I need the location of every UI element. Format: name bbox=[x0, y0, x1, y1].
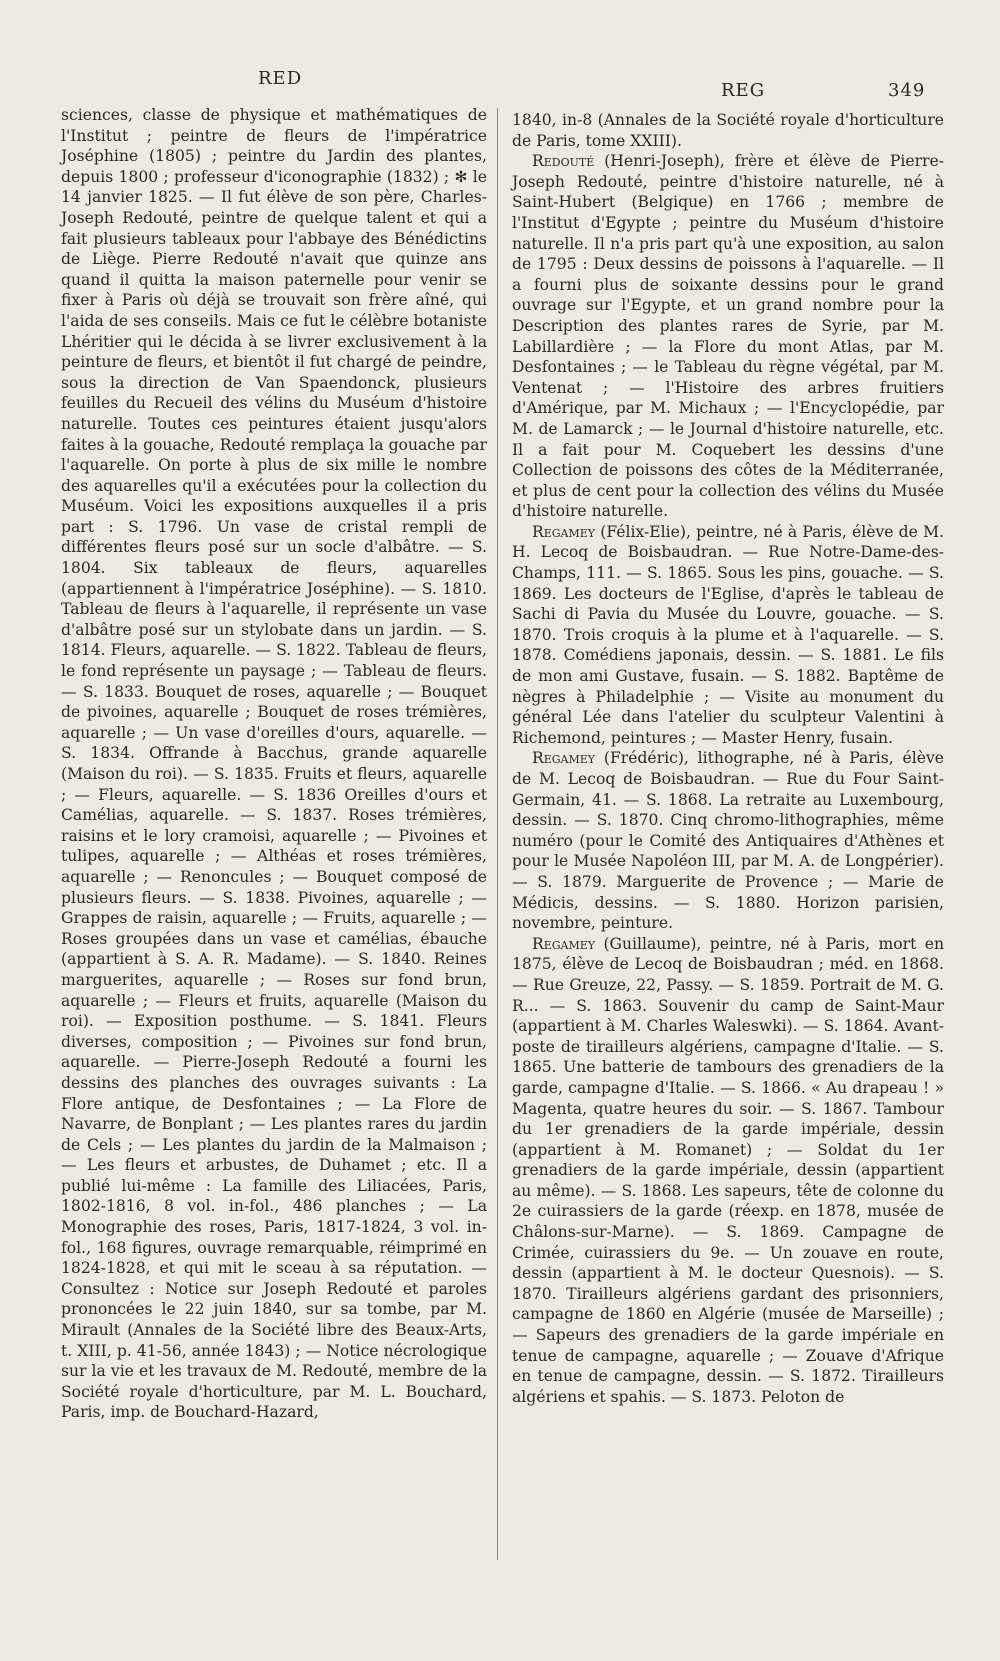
header-center-word: REG bbox=[721, 80, 766, 101]
entry-name: Regamey bbox=[532, 749, 596, 768]
right-column bbox=[512, 110, 944, 1407]
entry-name: Regamey bbox=[532, 522, 596, 541]
entry-name: Redouté bbox=[532, 152, 595, 171]
running-header bbox=[0, 66, 1000, 101]
column-divider bbox=[497, 108, 498, 1560]
entry-text: (Guillaume), peintre, né à Paris, mort en 1875, élève de Lecoq de Boisbaudran ; méd. en 1868. — Rue Greuze, 22, Passy. — S. 1859. Portrait de M. G. R... — S. 1863. Souvenir du camp de Saint-Maur (appartient à M. Charles Waleswki). — S. 1864. Avant-poste de tirailleurs algériens, campagne d'Italie. — S. 1865. Une batterie de tambours des grenadiers de la garde, campagne d'Italie. — S. 1866. « Au drapeau ! » Magenta, quatre heures du soir. — S. 1867. Tambour du 1er grenadiers de la garde impériale, dessin (appartient à M. Romanet) ; — Soldat du 1er grenadiers de la garde impériale, dessin (appartient au même). — S. 1868. Les sapeurs, tête de colonne du 2e cuirassiers de la garde (réexp. en 1878, musée de Châlons-sur-Marne). — S. 1869. Campagne de Crimée, cuirassiers du 9e. — Un zouave en route, dessin (appartient à M. le docteur Quesnois). — S. 1870. Tirailleurs algériens gardant des prisonniers, campagne de 1860 en Algérie (musée de Marseille) ; — Sapeurs des grenadiers de la garde impériale en tenue de campagne, aquarelle ; — Zouave d'Afrique en tenue de campagne, dessin. — S. 1872. Tirailleurs algériens et spahis. — S. 1873. Peloton de bbox=[512, 934, 944, 1406]
entry-text: (Félix-Elie), peintre, né à Paris, élève de M. H. Lecoq de Boisbaudran. — Rue Notre-Dame-des-Champs, 111. — S. 1865. Sous les pins, gouache. — S. 1869. Les docteurs de l'Eglise, d'après le tableau de Sachi di Pavia du Musée du Louvre, gouache. — S. 1870. Trois croquis à la plume et à l'aquarelle. — S. 1878. Comédiens japonais, dessin. — S. 1881. Le fils de mon ami Gustave, fusain. — S. 1882. Baptême de nègres à Philadelphie ; — Visite au monument du général Lée dans l'atelier du sculpteur Valentini à Richemond, peintures ; — Master Henry, fusain. bbox=[512, 522, 944, 747]
left-column bbox=[61, 105, 487, 1423]
entry-regamey-felix bbox=[512, 522, 944, 749]
entry-text: (Frédéric), lithographe, né à Paris, élève de M. Lecoq de Boisbaudran. — Rue du Four Saint-Germain, 41. — S. 1868. La retraite au Luxembourg, dessin. — S. 1870. Cinq chromo-lithographies, même numéro (pour le Comité des Antiquaires d'Athènes et pour le Musée Napoléon III, par M. A. de Longpérier). — S. 1879. Marguerite de Provence ; — Marie de Médicis, dessins. — S. 1880. Horizon parisien, novembre, peinture. bbox=[512, 749, 944, 933]
header-left-word: RED bbox=[258, 68, 303, 89]
entry-redoute-henri bbox=[512, 151, 944, 522]
entry-regamey-frederic bbox=[512, 748, 944, 933]
page-number: 349 bbox=[888, 80, 926, 101]
entry-regamey-guillaume bbox=[512, 934, 944, 1408]
continuation-text: 1840, in-8 (Annales de la Société royale d'horticulture de Paris, tome XXIII). bbox=[512, 111, 944, 150]
entry-text: (Henri-Joseph), frère et élève de Pierre-Joseph Redouté, peintre d'histoire naturelle, né à Saint-Hubert (Belgique) en 1766 ; membre de l'Institut d'Egypte ; peintre du Muséum d'histoire naturelle. Il n'a pris part qu'à une exposition, au salon de 1795 : Deux dessins de poissons à l'aquarelle. — Il a fourni plus de soixante dessins pour le grand ouvrage sur l'Egypte, et un grand nombre pour la Description des plantes rares de Syrie, par M. Labillardière ; — la Flore du mont Atlas, par M. Desfontaines ; — le Tableau du règne végétal, par M. Ventenat ; — l'Histoire des arbres fruitiers d'Amérique, par M. Michaux ; — l'Encyclopédie, par M. de Lamarck ; — le Journal d'histoire naturelle, etc. Il a fait pour M. Coquebert les dessins d'une Collection de poissons des côtes de la Méditerranée, et plus de cent pour la collection des vélins du Musée d'histoire naturelle. bbox=[512, 152, 944, 521]
left-column-text: sciences, classe de physique et mathématiques de l'Institut ; peintre de fleurs de l'impératrice Joséphine (1805) ; peintre du Jardin des plantes, depuis 1800 ; professeur d'iconographie (1832) ; ✻ le 14 janvier 1825. — Il fut élève de son père, Charles-Joseph Redouté, peintre de quelque talent et qui a fait plusieurs tableaux pour l'abbaye des Bénédictins de Liège. Pierre Redouté n'avait que quinze ans quand il quitta la maison paternelle pour venir se fixer à Paris où déjà se trouvait son frère aîné, qui l'aida de ses conseils. Mais ce fut le célèbre botaniste Lhéritier qui le décida à se livrer exclusivement à la peinture de fleurs, et bientôt il fut chargé de peindre, sous la direction de Van Spaendonck, plusieurs feuilles du Recueil des vélins du Muséum d'histoire naturelle. Toutes ces peintures étaient jusqu'alors faites à la gouache, Redouté remplaça la gouache par l'aquarelle. On porte à plus de six mille le nombre des aquarelles qu'il a exécutées pour la collection du Muséum. Voici les expositions auxquelles il a pris part : S. 1796. Un vase de cristal rempli de différentes fleurs posé sur un socle d'albâtre. — S. 1804. Six tableaux de fleurs, aquarelles (appartiennent à l'impératrice Joséphine). — S. 1810. Tableau de fleurs à l'aquarelle, il représente un vase d'albâtre posé sur un stylobate dans un jardin. — S. 1814. Fleurs, aquarelle. — S. 1822. Tableau de fleurs, le fond représente un paysage ; — Tableau de fleurs. — S. 1833. Bouquet de roses, aquarelle ; — Bouquet de pivoines, aquarelle ; Bouquet de roses trémières, aquarelle ; — Un vase d'oreilles d'ours, aquarelle. — S. 1834. Offrande à Bacchus, grande aquarelle (Maison du roi). — S. 1835. Fruits et fleurs, aquarelle ; — Fleurs, aquarelle. — S. 1836 Oreilles d'ours et Camélias, aquarelle. — S. 1837. Roses trémières, raisins et le lory cramoisi, aquarelle ; — Pivoines et tulipes, aquarelle ; — Althéas et roses trémières, aquarelle ; — Renoncules ; — Bouquet composé de plusieurs fleurs. — S. 1838. Pivoines, aquarelle ; — Grappes de raisin, aquarelle ; — Fruits, aquarelle ; — Roses groupées dans un vase et camélias, ébauche (appartient à S. A. R. Madame). — S. 1840. Reines marguerites, aquarelle ; — Roses sur fond brun, aquarelle ; — Fleurs et fruits, aquarelle (Maison du roi). — Exposition posthume. — S. 1841. Fleurs diverses, composition ; — Pivoines sur fond brun, aquarelle. — Pierre-Joseph Redouté a fourni les dessins des planches des ouvrages suivants : La Flore antique, de Desfontaines ; — La Flore de Navarre, de Bonplant ; — Les plantes rares du jardin de Cels ; — Les plantes du jardin de la Malmaison ; — Les fleurs et arbustes, de Duhamet ; etc. Il a publié lui-même : La famille des Liliacées, Paris, 1802-1816, 8 vol. in-fol., 486 planches ; — La Monographie des roses, Paris, 1817-1824, 3 vol. in-fol., 168 figures, ouvrage remarquable, réimprimé en 1824-1828, et qui mit le sceau à sa réputation. — Consultez : Notice sur Joseph Redouté et paroles prononcées le 22 juin 1840, sur sa tombe, par M. Mirault (Annales de la Société libre des Beaux-Arts, t. XIII, p. 41-56, année 1843) ; — Notice nécrologique sur la vie et les travaux de M. Redouté, membre de la Société royale d'horticulture, par M. L. Bouchard, Paris, imp. de Bouchard-Hazard, bbox=[61, 106, 487, 1422]
entry-name: Regamey bbox=[532, 934, 596, 953]
